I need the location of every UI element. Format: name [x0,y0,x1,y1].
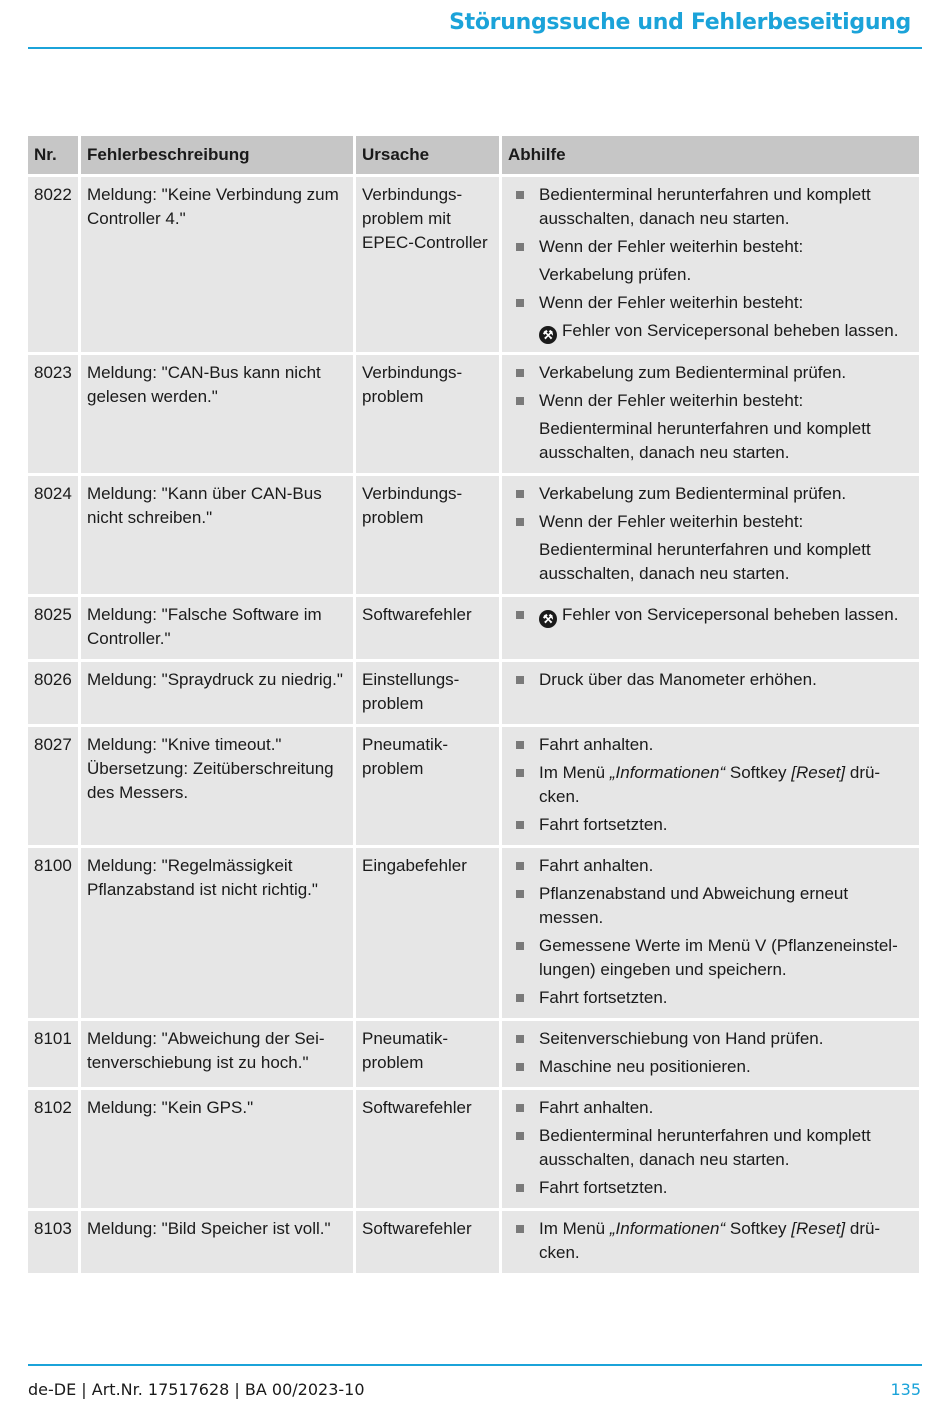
error-number: 8023 [28,355,78,473]
remedy-text: Wenn der Fehler weiterhin besteht: [539,237,804,256]
remedy-item [508,183,913,231]
error-remedy [502,177,919,352]
remedy-text: Fehler von Servicepersonal beheben lassen. [562,605,899,624]
error-number: 8025 [28,597,78,659]
remedy-text-pre: Im Menü [539,763,610,782]
error-remedy [502,355,919,473]
error-remedy [502,662,919,724]
table-row [28,1211,919,1273]
remedy-text: Wenn der Fehler weiterhin besteht: [539,512,804,531]
remedy-item [508,1217,913,1265]
remedy-list [508,1217,913,1265]
header-rule [28,47,922,49]
remedy-text-key: [Reset] [791,1219,846,1238]
remedy-item [508,761,913,809]
error-cause: Softwarefehler [356,1211,499,1273]
remedy-list [508,603,913,628]
table-row [28,848,919,1018]
error-remedy [502,476,919,594]
remedy-text: Seitenverschiebung von Hand prüfen. [539,1029,824,1048]
remedy-item [508,1096,913,1120]
error-number: 8022 [28,177,78,352]
remedy-text: Pflanzenabstand und Abweichung erneut messen. [539,884,849,927]
remedy-item [508,668,913,692]
error-remedy [502,597,919,659]
remedy-item [508,813,913,837]
error-number: 8100 [28,848,78,1018]
table-row [28,177,919,352]
remedy-text: Verkabelung zum Bedienterminal prüfen. [539,363,847,382]
error-number: 8027 [28,727,78,845]
remedy-text: Wenn der Fehler weiterhin besteht: [539,391,804,410]
error-number: 8103 [28,1211,78,1273]
error-remedy [502,848,919,1018]
error-cause: Softwarefehler [356,597,499,659]
remedy-text-mid: Softkey [725,1219,792,1238]
error-description: Meldung: "Kein GPS." [81,1090,353,1208]
remedy-list [508,482,913,586]
remedy-text: Verkabelung prüfen. [539,265,692,284]
remedy-text: Verkabelung zum Bedienterminal prüfen. [539,484,847,503]
table-header-row [28,136,919,174]
remedy-item [508,235,913,259]
remedy-text-key: [Reset] [791,763,846,782]
page-header-title: Störungssuche und Fehlerbeseitigung [449,10,911,35]
header-cause: Ursache [356,136,499,174]
remedy-item [508,882,913,930]
remedy-item [508,1027,913,1051]
error-number: 8024 [28,476,78,594]
error-description: Meldung: "Falsche Software im Controller." [81,597,353,659]
header-description: Fehlerbeschreibung [81,136,353,174]
error-cause: Eingabefehler [356,848,499,1018]
remedy-item [508,603,913,628]
remedy-text-mid: Softkey [725,763,792,782]
remedy-item [508,482,913,506]
error-number: 8026 [28,662,78,724]
remedy-text: Fehler von Servicepersonal beheben lassen. [562,321,899,340]
error-remedy [502,1090,919,1208]
remedy-text: Maschine neu positionieren. [539,1057,751,1076]
error-description: Meldung: "Spraydruck zu niedrig." [81,662,353,724]
remedy-text: Bedienterminal herunterfahren und komplett ausschalten, danach neu starten. [539,1126,871,1169]
error-description: Meldung: "Abweichung der Sei-tenverschiebung ist zu hoch." [81,1021,353,1087]
error-description: Meldung: "Kann über CAN-Bus nicht schreiben." [81,476,353,594]
table-row [28,1090,919,1208]
remedy-item [508,361,913,385]
remedy-text: Bedienterminal herunterfahren und komplett ausschalten, danach neu starten. [539,419,871,462]
remedy-text-post: drü-cken. [539,1219,881,1262]
remedy-text: Druck über das Manometer erhöhen. [539,670,817,689]
remedy-item [508,1176,913,1200]
remedy-item [508,733,913,757]
table-row [28,727,919,845]
remedy-text: Fahrt anhalten. [539,856,654,875]
error-cause: Einstellungs-problem [356,662,499,724]
remedy-text-pre: Im Menü [539,1219,610,1238]
remedy-item [508,510,913,534]
remedy-item [508,263,913,287]
remedy-list [508,854,913,1010]
remedy-text: Fahrt anhalten. [539,735,654,754]
remedy-text: Wenn der Fehler weiterhin besteht: [539,293,804,312]
remedy-list [508,1096,913,1200]
remedy-text: Fahrt anhalten. [539,1098,654,1117]
remedy-text-menu: „Informationen“ [609,763,726,782]
table-row [28,597,919,659]
error-description: Meldung: "Bild Speicher ist voll." [81,1211,353,1273]
remedy-text-post: drü-cken. [539,763,881,806]
error-cause: Verbindungs-problem [356,476,499,594]
remedy-text: Bedienterminal herunterfahren und komplett ausschalten, danach neu starten. [539,540,871,583]
error-remedy [502,727,919,845]
error-cause: Verbindungs-problem [356,355,499,473]
remedy-item [508,319,913,344]
error-table [25,133,922,1276]
error-cause: Pneumatik-problem [356,727,499,845]
header-remedy: Abhilfe [502,136,919,174]
table-row [28,355,919,473]
remedy-list [508,668,913,692]
header-nr: Nr. [28,136,78,174]
error-number: 8102 [28,1090,78,1208]
remedy-item [508,986,913,1010]
service-wrench-icon: ⚒ [539,610,557,628]
remedy-list [508,1027,913,1079]
remedy-list [508,733,913,837]
remedy-text: Fahrt fortsetzten. [539,1178,668,1197]
error-description: Meldung: "CAN-Bus kann nicht gelesen werden." [81,355,353,473]
table-row [28,662,919,724]
error-cause: Pneumatik-problem [356,1021,499,1087]
remedy-item [508,389,913,413]
error-description: Meldung: "Regelmässigkeit Pflanzabstand ist nicht richtig." [81,848,353,1018]
remedy-text: Gemessene Werte im Menü V (Pflanzeneinstel-lungen) eingeben und speichern. [539,936,898,979]
remedy-item [508,1055,913,1079]
remedy-item [508,854,913,878]
error-remedy [502,1211,919,1273]
remedy-item [508,934,913,982]
error-remedy [502,1021,919,1087]
remedy-item [508,1124,913,1172]
footer-doc-info: de-DE | Art.Nr. 17517628 | BA 00/2023-10 [28,1380,365,1399]
error-number: 8101 [28,1021,78,1087]
error-description: Meldung: "Keine Verbindung zum Controller 4." [81,177,353,352]
remedy-list [508,361,913,465]
error-cause: Verbindungs-problem mit EPEC-Controller [356,177,499,352]
remedy-item [508,291,913,315]
remedy-item [508,538,913,586]
error-description: Meldung: "Knive timeout." Übersetzung: Zeitüberschreitung des Messers. [81,727,353,845]
table-row [28,1021,919,1087]
remedy-text: Fahrt fortsetzten. [539,988,668,1007]
table-row [28,476,919,594]
remedy-text: Bedienterminal herunterfahren und komplett ausschalten, danach neu starten. [539,185,871,228]
error-cause: Softwarefehler [356,1090,499,1208]
remedy-list [508,183,913,344]
service-wrench-icon: ⚒ [539,326,557,344]
remedy-item [508,417,913,465]
page-number: 135 [890,1380,921,1399]
footer-rule [28,1364,922,1366]
remedy-text: Fahrt fortsetzten. [539,815,668,834]
remedy-text-menu: „Informationen“ [609,1219,726,1238]
